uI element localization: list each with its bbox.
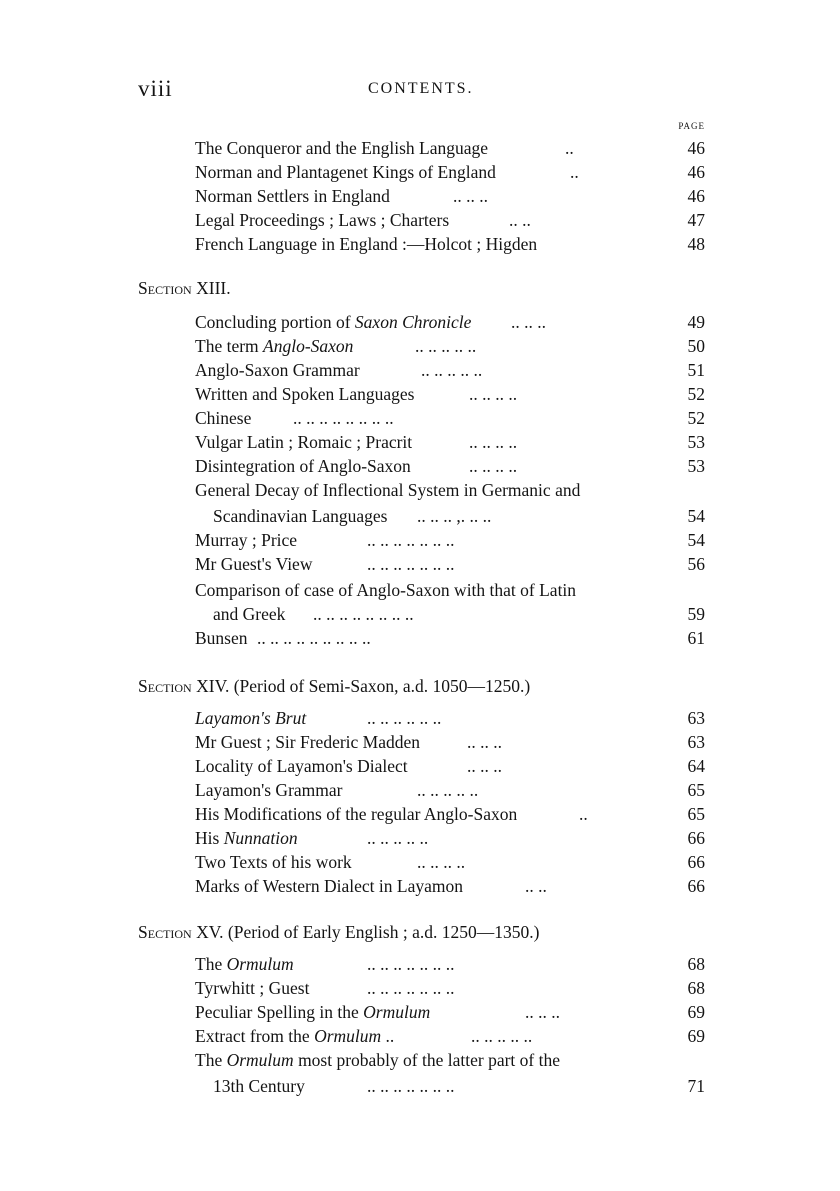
toc-entry-title: 13th Century xyxy=(213,1076,305,1096)
toc-entry[interactable] xyxy=(195,976,705,1000)
italic-title: Anglo-Saxon xyxy=(263,336,354,356)
toc-entry[interactable] xyxy=(195,802,705,826)
italic-title: Saxon Chronicle xyxy=(354,312,472,332)
toc-leader: .. .. .. .. .. .. .. .. xyxy=(293,408,394,428)
toc-leader: .. .. .. .. .. .. .. xyxy=(367,978,455,998)
toc-page-number: 59 xyxy=(687,604,705,624)
toc-entry[interactable]: Peculiar Spelling in the Ormulum .. .. .. 69 xyxy=(195,1002,705,1022)
toc-page-number: 66 xyxy=(687,852,705,872)
toc-entry-title: Tyrwhitt ; Guest xyxy=(195,978,310,998)
toc-page-number: 49 xyxy=(687,312,705,332)
toc-page-number: 52 xyxy=(687,384,705,404)
running-head: CONTENTS. xyxy=(368,80,474,97)
toc-leader: .. .. .. .. .. .. .. .. .. xyxy=(257,628,371,648)
toc-leader: .. .. .. .. xyxy=(469,432,518,452)
toc-page-number: 48 xyxy=(687,234,705,254)
toc-entry[interactable] xyxy=(195,578,705,602)
toc-leader: .. .. .. .. .. xyxy=(471,1026,533,1046)
toc-entry[interactable] xyxy=(195,208,705,232)
toc-page-number: 65 xyxy=(687,780,705,800)
toc-leader: .. .. .. .. xyxy=(469,456,518,476)
toc-entry[interactable] xyxy=(195,430,705,454)
toc-page-number: 66 xyxy=(687,828,705,848)
section-number: XIII. xyxy=(196,278,231,298)
toc-entry-title: General Decay of Inflectional System in Germanic and xyxy=(195,480,581,500)
toc-entry-title: Scandinavian Languages xyxy=(213,506,388,526)
toc-page-number: 46 xyxy=(687,186,705,206)
toc-entry-title: Anglo-Saxon Grammar xyxy=(195,360,360,380)
toc-entry-title: Marks of Western Dialect in Layamon xyxy=(195,876,463,896)
toc-leader: .. .. .. .. .. .. .. xyxy=(367,530,455,550)
section-label: Section xyxy=(138,278,192,298)
toc-leader: .. .. .. .. .. xyxy=(421,360,483,380)
toc-leader: .. .. .. .. .. .. .. xyxy=(367,954,455,974)
toc-entry[interactable] xyxy=(195,552,705,576)
toc-leader: .. .. .. xyxy=(467,756,502,776)
section-number: XV. xyxy=(196,922,224,942)
toc-leader: .. .. .. .. .. xyxy=(367,828,429,848)
toc-leader: .. .. .. .. .. .. xyxy=(367,708,442,728)
toc-leader: .. .. .. xyxy=(525,1002,560,1022)
toc-page-number: 71 xyxy=(687,1076,705,1096)
toc-entry[interactable] xyxy=(195,232,705,256)
page-column-label: PAGE xyxy=(678,121,705,131)
section-period: (Period of Semi-Saxon, a.d. 1050—1250.) xyxy=(233,676,531,696)
toc-page-number: 53 xyxy=(687,456,705,476)
toc-leader: .. .. xyxy=(525,876,547,896)
section-number: XIV. xyxy=(196,676,230,696)
toc-entry-continued[interactable] xyxy=(195,504,705,528)
toc-leader: .. .. .. ,. .. .. xyxy=(417,506,492,526)
toc-leader: .. .. .. .. xyxy=(469,384,518,404)
toc-entry[interactable]: Concluding portion of Saxon Chronicle .. .. .. 49 xyxy=(195,312,705,332)
toc-entry[interactable] xyxy=(195,136,705,160)
toc-entry-title: Disintegration of Anglo-Saxon xyxy=(195,456,411,476)
toc-entry[interactable] xyxy=(195,730,705,754)
toc-entry[interactable] xyxy=(195,406,705,430)
toc-entry-title: Written and Spoken Languages xyxy=(195,384,415,404)
toc-page-number: 69 xyxy=(687,1026,705,1046)
toc-page-number: 68 xyxy=(687,978,705,998)
toc-leader: .. .. .. .. .. .. .. .. xyxy=(313,604,414,624)
toc-page-number: 54 xyxy=(687,530,705,550)
toc-page-number: 52 xyxy=(687,408,705,428)
toc-page-number: 53 xyxy=(687,432,705,452)
section-label: Section xyxy=(138,922,192,942)
toc-entry[interactable]: The Ormulum .. .. .. .. .. .. .. 68 xyxy=(195,954,705,974)
section-heading-xv xyxy=(138,920,539,944)
toc-entry[interactable] xyxy=(195,382,705,406)
italic-title: Ormulum xyxy=(314,1026,382,1046)
section-label: Section xyxy=(138,676,192,696)
toc-page-number: 61 xyxy=(687,628,705,648)
toc-entry[interactable] xyxy=(195,358,705,382)
toc-entry-title: Norman and Plantagenet Kings of England xyxy=(195,162,496,182)
toc-leader: .. .. .. .. .. xyxy=(417,780,479,800)
italic-title: Nunnation xyxy=(223,828,298,848)
toc-leader: .. .. .. xyxy=(511,312,546,332)
toc-entry-title: Mr Guest ; Sir Frederic Madden xyxy=(195,732,421,752)
toc-page-number: 50 xyxy=(687,336,705,356)
page-folio: viii xyxy=(138,76,173,101)
section-period: (Period of Early English ; a.d. 1250—1350.) xyxy=(227,922,540,942)
toc-entry-title: Mr Guest's View xyxy=(195,554,313,574)
italic-title: Ormulum xyxy=(363,1002,431,1022)
toc-entry-title: Legal Proceedings ; Laws ; Charters xyxy=(195,210,450,230)
toc-entry-title: Bunsen xyxy=(195,628,248,648)
toc-entry-title: Vulgar Latin ; Romaic ; Pracrit xyxy=(195,432,413,452)
toc-page-number: 51 xyxy=(687,360,705,380)
toc-entry[interactable] xyxy=(195,778,705,802)
toc-page-number: 46 xyxy=(687,162,705,182)
toc-leader: .. .. .. xyxy=(467,732,502,752)
toc-leader: .. .. xyxy=(509,210,531,230)
section-heading-xiii xyxy=(138,276,231,300)
toc-page-number: 63 xyxy=(687,708,705,728)
toc-entry-title: French Language in England :—Holcot ; Higden xyxy=(195,234,538,254)
toc-entry[interactable]: His Nunnation .. .. .. .. .. 66 xyxy=(195,828,705,848)
toc-page-number: 54 xyxy=(687,506,705,526)
toc-page-number: 47 xyxy=(687,210,705,230)
italic-title: Ormulum xyxy=(226,1050,294,1070)
toc-page-number: 68 xyxy=(687,954,705,974)
toc-page-number: 64 xyxy=(687,756,705,776)
toc-page-number: 46 xyxy=(687,138,705,158)
toc-entry-title: Layamon's Grammar xyxy=(195,780,343,800)
toc-leader: .. .. .. .. .. xyxy=(415,336,477,356)
italic-title: Ormulum xyxy=(226,954,294,974)
toc-entry[interactable] xyxy=(195,454,705,478)
section-heading-xiv xyxy=(138,674,530,698)
toc-entry[interactable] xyxy=(195,754,705,778)
italic-title: Layamon's Brut xyxy=(195,708,307,728)
toc-entry-title: and Greek xyxy=(213,604,286,624)
toc-entry[interactable]: The term Anglo-Saxon .. .. .. .. .. 50 xyxy=(195,336,705,356)
toc-leader: .. .. .. .. xyxy=(417,852,466,872)
toc-entry[interactable] xyxy=(195,850,705,874)
toc-entry-continued[interactable] xyxy=(195,1074,705,1098)
toc-entry-title: Comparison of case of Anglo-Saxon with that of Latin xyxy=(195,580,577,600)
toc-entry[interactable] xyxy=(195,160,705,184)
toc-page-number: 65 xyxy=(687,804,705,824)
toc-entry-title: Chinese xyxy=(195,408,252,428)
toc-leader: .. xyxy=(570,162,579,182)
toc-entry[interactable] xyxy=(195,478,705,502)
toc-entry-title: Locality of Layamon's Dialect xyxy=(195,756,408,776)
toc-entry[interactable] xyxy=(195,626,705,650)
toc-entry[interactable]: Extract from the Ormulum .. .. .. .. .. .. 69 xyxy=(195,1026,705,1046)
toc-leader: .. xyxy=(565,138,574,158)
toc-entry-title: His Modifications of the regular Anglo-Saxon xyxy=(195,804,518,824)
toc-entry[interactable] xyxy=(195,528,705,552)
toc-entry[interactable] xyxy=(195,706,705,730)
toc-leader: .. .. .. .. .. .. .. xyxy=(367,554,455,574)
toc-page-number: 63 xyxy=(687,732,705,752)
toc-entry[interactable] xyxy=(195,874,705,898)
toc-leader: .. .. .. .. .. .. .. xyxy=(367,1076,455,1096)
toc-entry-title: Murray ; Price xyxy=(195,530,298,550)
toc-entry-title: The Conqueror and the English Language xyxy=(195,138,489,158)
toc-page-number: 56 xyxy=(687,554,705,574)
toc-entry[interactable] xyxy=(195,184,705,208)
toc-entry[interactable]: The Ormulum most probably of the latter part of the xyxy=(195,1050,560,1070)
toc-leader: .. .. .. xyxy=(453,186,488,206)
toc-page-number: 66 xyxy=(687,876,705,896)
toc-entry-continued[interactable] xyxy=(195,602,705,626)
toc-entry-title: Norman Settlers in England xyxy=(195,186,390,206)
toc-entry-title: Two Texts of his work xyxy=(195,852,352,872)
toc-page-number: 69 xyxy=(687,1002,705,1022)
toc-leader: .. xyxy=(579,804,588,824)
